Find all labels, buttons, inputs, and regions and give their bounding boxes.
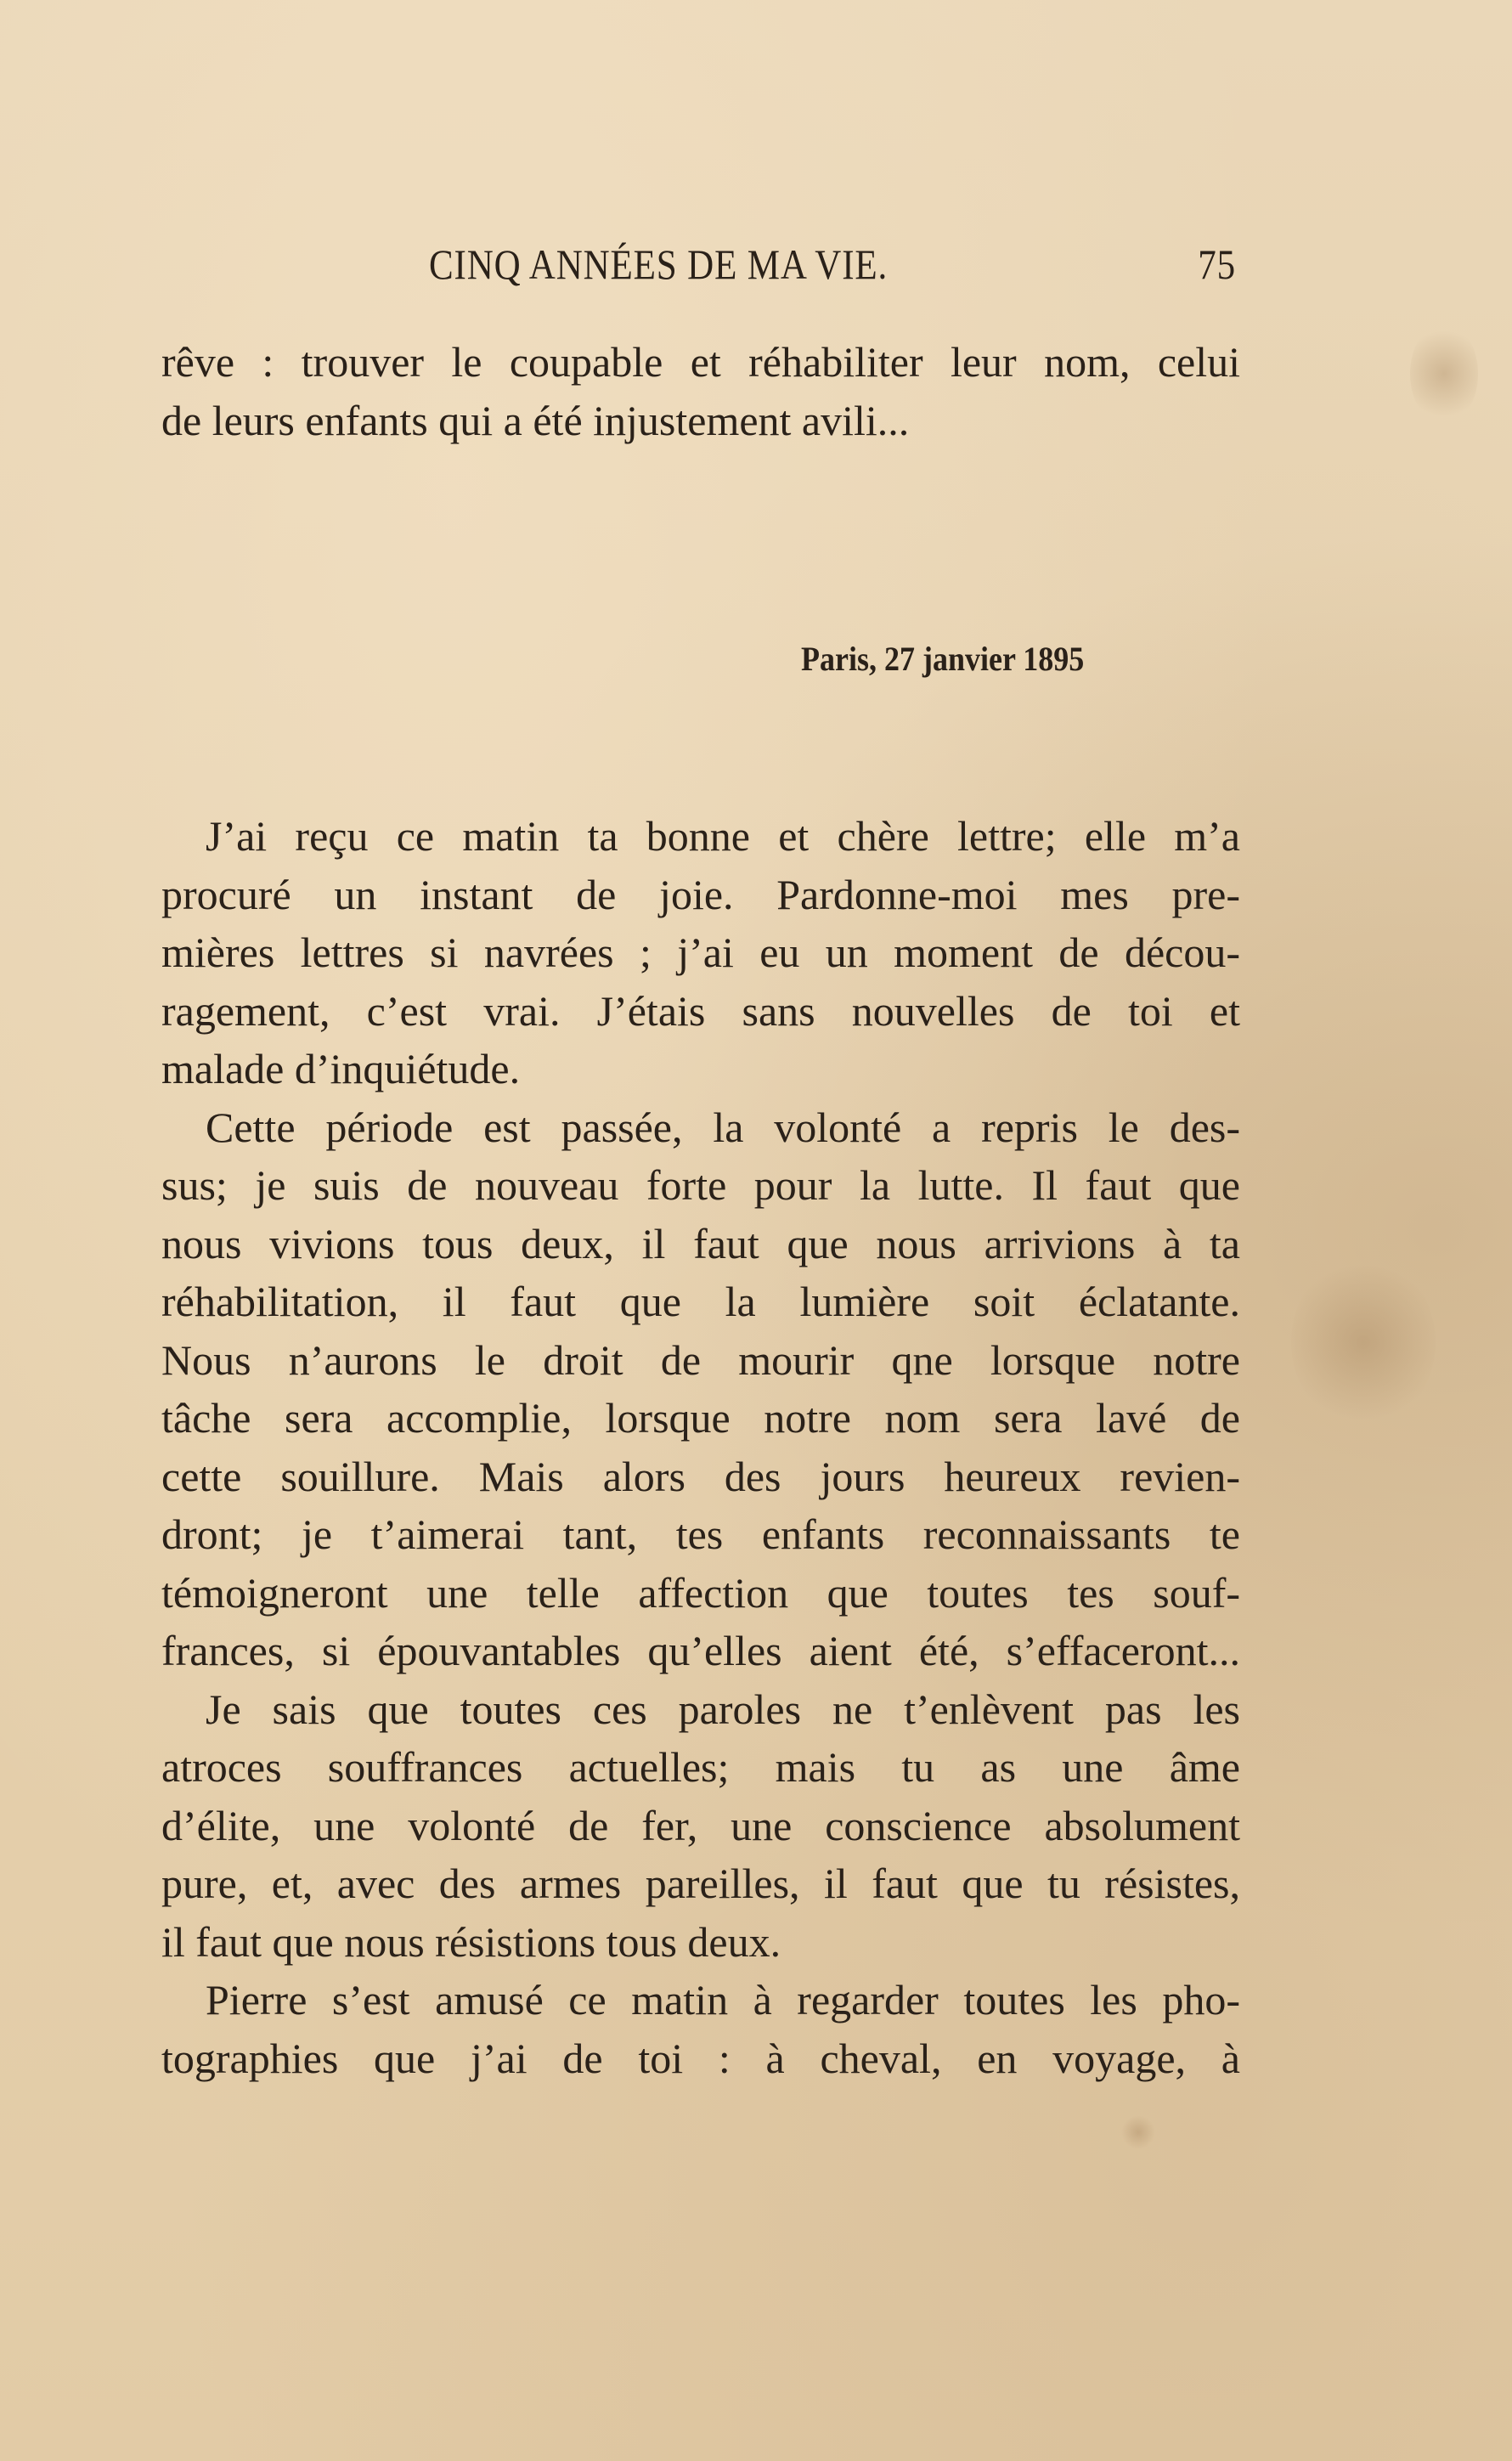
text-line: pure, et, avec des armes pareilles, il faut que tu résistes, <box>161 1860 1240 1907</box>
text-line: rêve : trouver le coupable et réhabiliter leur nom, celui <box>161 338 1240 386</box>
text-line: de leurs enfants qui a été injustement avili... <box>161 396 910 444</box>
letter-dateline: Paris, 27 janvier 1895 <box>801 640 1085 678</box>
text-line: atroces souffrances actuelles; mais tu as une âme <box>161 1743 1240 1791</box>
text-line: réhabilitation, il faut que la lumière soit éclatante. <box>161 1278 1240 1325</box>
text-line: malade d’inquiétude. <box>161 1045 521 1092</box>
text-line: procuré un instant de joie. Pardonne-moi mes pre- <box>161 870 1240 918</box>
paper-stain <box>1121 2115 1155 2149</box>
letter-body <box>161 807 1240 2087</box>
text-line: frances, si épouvantables qu’elles aient été, s’effaceront... <box>161 1627 1240 1674</box>
text-line: J’ai reçu ce matin ta bonne et chère lettre; elle m’a <box>206 812 1240 860</box>
text-line: d’élite, une volonté de fer, une conscience absolument <box>161 1801 1240 1849</box>
text-line: tographies que j’ai de toi : à cheval, en voyage, à <box>161 2034 1240 2082</box>
paper-stain <box>1410 323 1478 425</box>
text-line: Cette période est passée, la volonté a repris le des- <box>206 1103 1240 1151</box>
paper-stain <box>1291 1257 1436 1427</box>
text-line: Je sais que toutes ces paroles ne t’enlèvent pas les <box>206 1685 1240 1733</box>
text-line: ragement, c’est vrai. J’étais sans nouvelles de toi et <box>161 986 1240 1035</box>
text-line: mières lettres si navrées ; j’ai eu un moment de décou- <box>161 929 1240 976</box>
page-number: 75 <box>1198 240 1236 288</box>
text-line: témoigneront une telle affection que toutes tes souf- <box>161 1568 1240 1617</box>
running-title: CINQ ANNÉES DE MA VIE. <box>429 240 889 288</box>
running-head <box>157 240 1236 291</box>
text-line: sus; je suis de nouveau forte pour la lutte. Il faut que <box>161 1161 1240 1209</box>
text-line: dront; je t’aimerai tant, tes enfants reconnaissants te <box>161 1510 1240 1558</box>
text-line: Nous n’aurons le droit de mourir qne lorsque notre <box>161 1335 1240 1384</box>
text-line: cette souillure. Mais alors des jours heureux revien- <box>161 1452 1240 1500</box>
continued-paragraph <box>161 333 1240 449</box>
text-line: Pierre s’est amusé ce matin à regarder toutes les pho- <box>206 1976 1240 2024</box>
text-line: tâche sera accomplie, lorsque notre nom sera lavé de <box>161 1394 1240 1442</box>
text-line: nous vivions tous deux, il faut que nous arrivions à ta <box>161 1219 1240 1267</box>
text-line: il faut que nous résistions tous deux. <box>161 1917 781 1966</box>
